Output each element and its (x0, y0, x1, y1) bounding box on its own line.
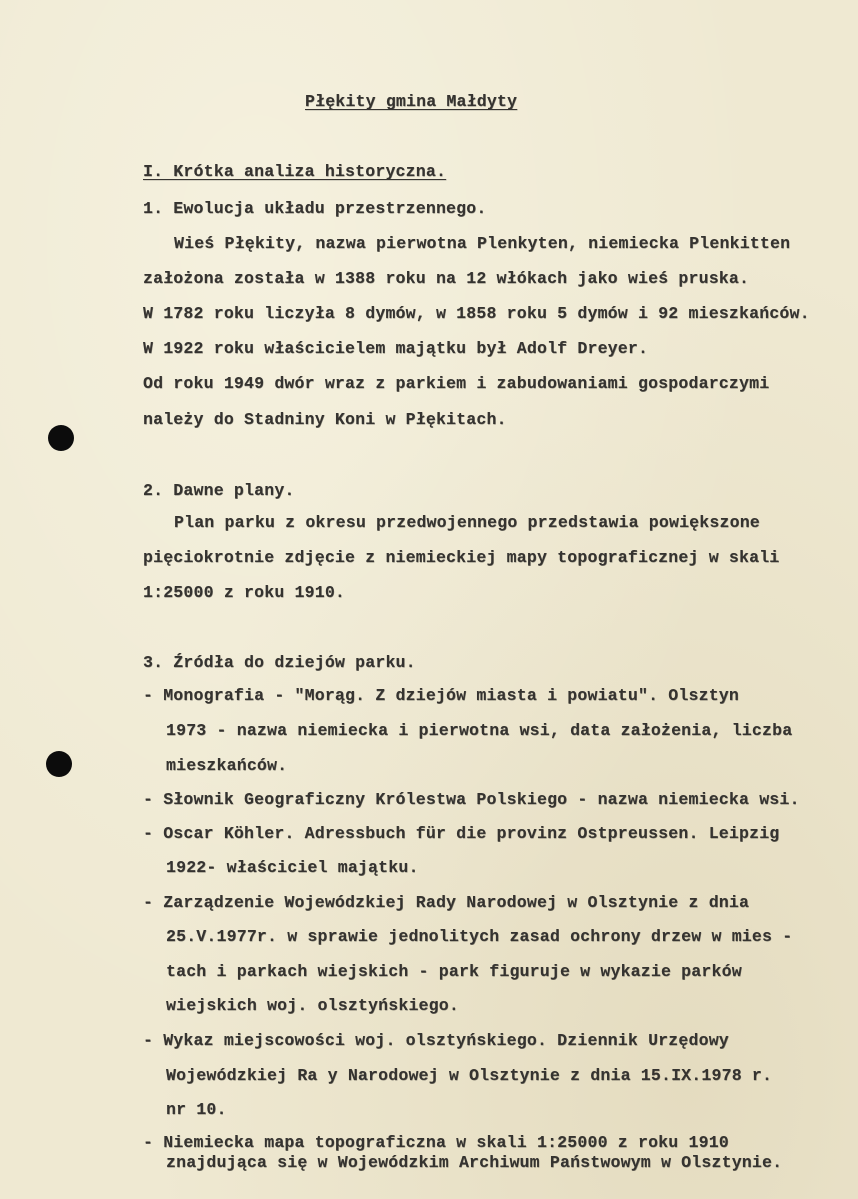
paragraph-line: W 1782 roku liczyła 8 dymów, w 1858 roku 5 dymów i 92 mieszkańców. (143, 304, 810, 323)
list-item-continuation: znajdująca się w Wojewódzkim Archiwum Państwowym w Olsztynie. (166, 1153, 783, 1172)
list-item-continuation: 25.V.1977r. w sprawie jednolitych zasad ochrony drzew w mies - (166, 927, 793, 946)
section-heading: I. Krótka analiza historyczna. (143, 162, 447, 181)
paragraph-line: należy do Stadniny Koni w Płękitach. (143, 410, 507, 429)
list-item-continuation: 1973 - nazwa niemiecka i pierwotna wsi, data założenia, liczba (166, 721, 793, 740)
list-item-continuation: tach i parkach wiejskich - park figuruje w wykazie parków (166, 962, 742, 981)
subsection-heading: 2. Dawne plany. (143, 481, 295, 500)
list-item: - Zarządzenie Wojewódzkiej Rady Narodowej w Olsztynie z dnia (143, 893, 750, 912)
list-item: - Wykaz miejscowości woj. olsztyńskiego. Dziennik Urzędowy (143, 1031, 729, 1050)
list-item-continuation: wiejskich woj. olsztyńskiego. (166, 996, 459, 1015)
subsection-heading: 3. Źródła do dziejów parku. (143, 653, 416, 672)
list-item-continuation: nr 10. (166, 1100, 227, 1119)
paragraph-line: Wieś Płękity, nazwa pierwotna Plenkyten, niemiecka Plenkitten (174, 234, 791, 253)
subsection-heading: 1. Ewolucja układu przestrzennego. (143, 199, 487, 218)
list-item: - Niemiecka mapa topograficzna w skali 1:25000 z roku 1910 (143, 1133, 729, 1152)
punch-hole (46, 751, 72, 777)
paragraph-line: W 1922 roku właścicielem majątku był Adolf Dreyer. (143, 339, 649, 358)
paragraph-line: 1:25000 z roku 1910. (143, 583, 346, 602)
document-title: Płękity gmina Małdyty (305, 92, 518, 111)
paragraph-line: Plan parku z okresu przedwojennego przedstawia powiększone (174, 513, 760, 532)
paragraph-line: Od roku 1949 dwór wraz z parkiem i zabudowaniami gospodarczymi (143, 374, 770, 393)
paragraph-line: założona została w 1388 roku na 12 włókach jako wieś pruska. (143, 269, 750, 288)
list-item-continuation: Wojewódzkiej Ra y Narodowej w Olsztynie z dnia 15.IX.1978 r. (166, 1066, 773, 1085)
list-item: - Monografia - "Morąg. Z dziejów miasta i powiatu". Olsztyn (143, 686, 739, 705)
list-item-continuation: mieszkańców. (166, 756, 288, 775)
punch-hole (48, 425, 74, 451)
list-item-continuation: 1922- właściciel majątku. (166, 858, 419, 877)
list-item: - Oscar Köhler. Adressbuch für die provinz Ostpreussen. Leipzig (143, 824, 780, 843)
list-item: - Słownik Geograficzny Królestwa Polskiego - nazwa niemiecka wsi. (143, 790, 800, 809)
paragraph-line: pięciokrotnie zdjęcie z niemieckiej mapy topograficznej w skali (143, 548, 780, 567)
